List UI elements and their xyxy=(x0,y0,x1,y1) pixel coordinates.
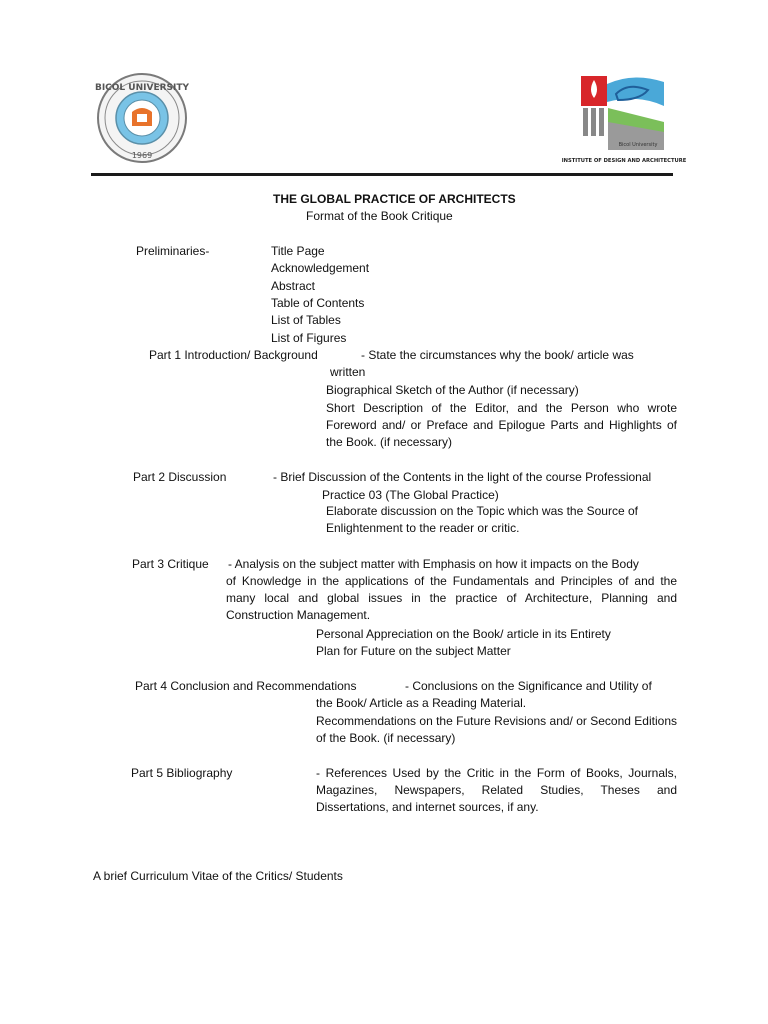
institute-logo xyxy=(561,72,687,168)
part4-label: Part 4 Conclusion and Recommendations xyxy=(135,679,357,693)
svg-text:INSTITUTE OF DESIGN AND ARCHIT: INSTITUTE OF DESIGN AND ARCHITECTURE xyxy=(561,158,687,164)
part5-label: Part 5 Bibliography xyxy=(131,766,233,780)
part3-description-continued: of Knowledge in the applications of the Fundamentals and Principles of and the many local and global issues in the practice of Architecture, Planning and Construction Management. xyxy=(226,574,677,622)
preliminaries-item: Abstract xyxy=(271,279,316,293)
preliminaries-item: Table of Contents xyxy=(271,296,365,310)
part3-item: Plan for Future on the subject Matter xyxy=(316,644,511,658)
university-seal-logo xyxy=(88,68,196,168)
footer-note: A brief Curriculum Vitae of the Critics/ Students xyxy=(93,869,343,883)
part2-description: - Brief Discussion of the Contents in the light of the course Professional xyxy=(273,470,652,484)
document-subtitle: Format of the Book Critique xyxy=(306,209,453,223)
part4-description: - Conclusions on the Significance and Utility of xyxy=(405,679,652,693)
part1-label: Part 1 Introduction/ Background xyxy=(149,348,318,362)
part1-item: Biographical Sketch of the Author (if necessary) xyxy=(326,383,579,397)
svg-text:1969: 1969 xyxy=(131,151,153,160)
document-title: THE GLOBAL PRACTICE OF ARCHITECTS xyxy=(273,192,516,206)
preliminaries-label: Preliminaries- xyxy=(136,244,210,258)
part2-label: Part 2 Discussion xyxy=(133,470,227,484)
preliminaries-item: List of Tables xyxy=(271,313,341,327)
part3-description: - Analysis on the subject matter with Emphasis on how it impacts on the Body xyxy=(228,557,639,571)
preliminaries-item: List of Figures xyxy=(271,331,347,345)
part1-description-continued: written xyxy=(330,365,366,379)
part3-label: Part 3 Critique xyxy=(132,557,209,571)
part5-description: - References Used by the Critic in the Form of Books, Journals, Magazines, Newspapers, Related Studies, Theses and Dissertations, and internet sources, if any. xyxy=(316,766,677,814)
part2-description-continued: Practice 03 (The Global Practice) xyxy=(322,488,499,502)
part3-item: Personal Appreciation on the Book/ article in its Entirety xyxy=(316,627,611,641)
svg-text:Bicol University: Bicol University xyxy=(618,142,658,148)
header-divider xyxy=(91,173,673,176)
part4-item: Recommendations on the Future Revisions and/ or Second Editions of the Book. (if necessary) xyxy=(316,714,677,745)
part4-description-continued: the Book/ Article as a Reading Material. xyxy=(316,696,527,710)
part1-description: - State the circumstances why the book/ article was xyxy=(361,348,634,362)
preliminaries-item: Acknowledgement xyxy=(271,261,370,275)
part2-item: Elaborate discussion on the Topic which was the Source of Enlightenment to the reader or critic. xyxy=(326,504,638,535)
part1-item: Short Description of the Editor, and the Person who wrote Foreword and/ or Preface and Epilogue Parts and Highlights of the Book. (if necessary) xyxy=(326,401,677,449)
preliminaries-item: Title Page xyxy=(271,244,325,258)
svg-text:BICOL UNIVERSITY: BICOL UNIVERSITY xyxy=(94,83,190,93)
